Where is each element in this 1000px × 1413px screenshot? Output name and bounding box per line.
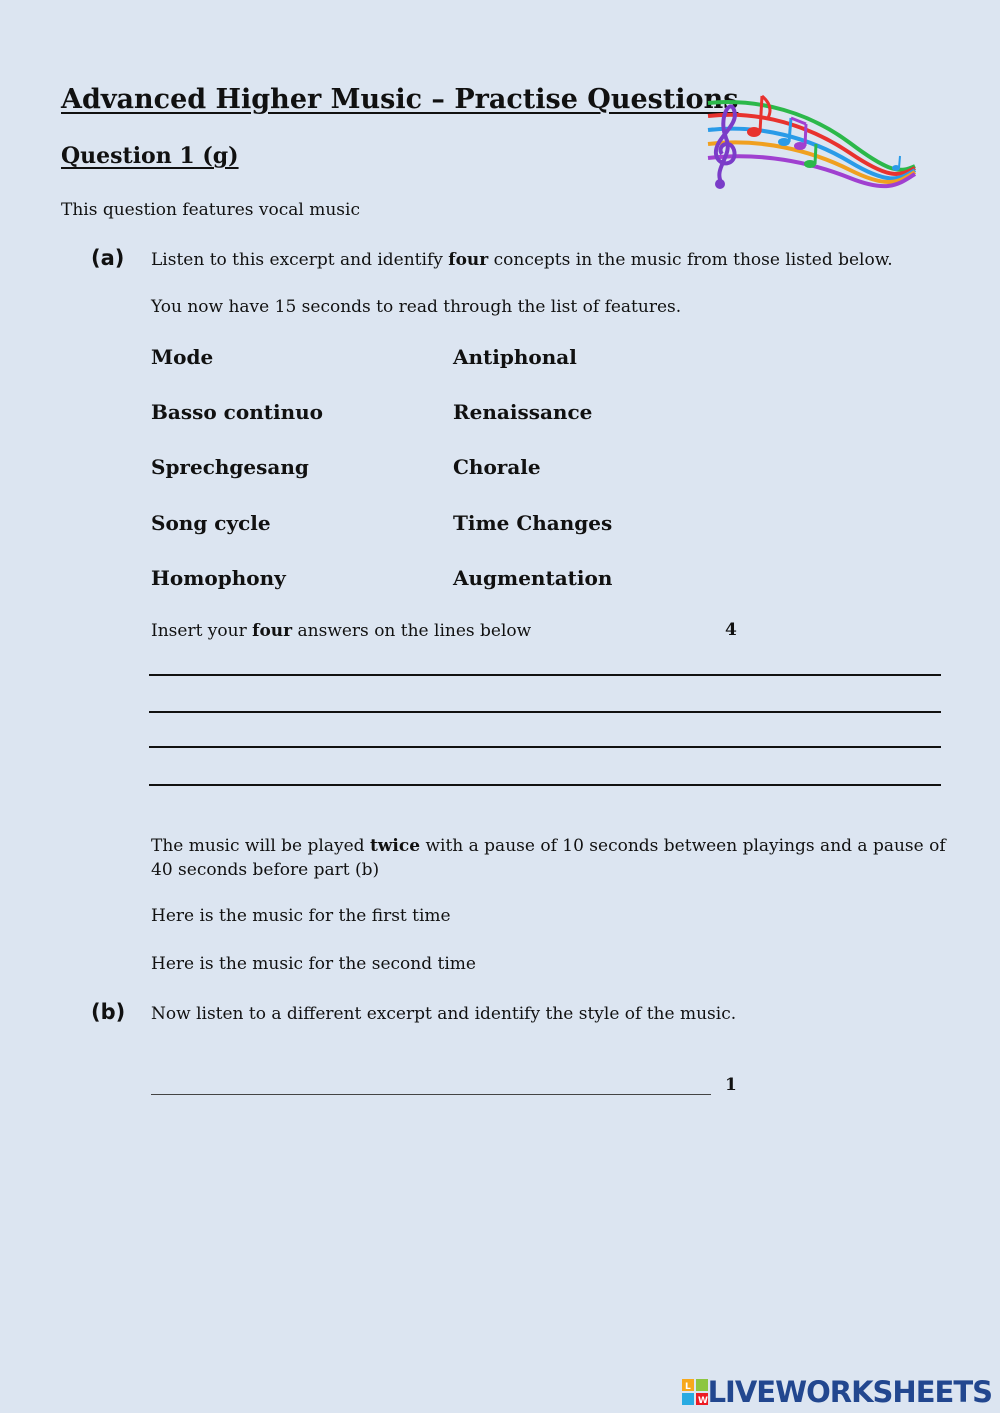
page-title: Advanced Higher Music – Practise Questions: [61, 84, 739, 115]
concept-item: Augmentation: [453, 566, 613, 590]
concept-item: Basso continuo: [151, 400, 324, 424]
concept-item: Chorale: [453, 455, 541, 479]
part-a-instruction: Listen to this excerpt and identify four concepts in the music from those listed below.: [151, 250, 893, 270]
concept-item: Homophony: [151, 566, 286, 590]
insert-instruction: Insert your four answers on the lines below: [151, 621, 532, 641]
liveworksheets-logo: [682, 1375, 992, 1409]
logo-letter: L: [684, 1382, 691, 1392]
liveworksheets-logo-icon: [682, 1379, 708, 1405]
first-time-text: Here is the music for the first time: [151, 906, 451, 926]
read-time-text: You now have 15 seconds to read through the list of features.: [151, 297, 682, 317]
logo-letter: W: [697, 1396, 708, 1405]
intro-text: This question features vocal music: [61, 200, 360, 220]
answer-line-1[interactable]: [149, 674, 941, 676]
answer-line-2[interactable]: [149, 711, 941, 713]
played-twice-text: The music will be played twice with a pause of 10 seconds between playings and a pause of 40 seconds before part (b): [151, 836, 946, 880]
part-b-answer-line[interactable]: [151, 1094, 711, 1095]
liveworksheets-brand: LIVEWORKSHEETS: [707, 1375, 992, 1409]
music-notes-staff-icon: [700, 88, 920, 193]
concept-item: Mode: [151, 345, 214, 369]
answer-line-4[interactable]: [149, 784, 941, 786]
part-b-marks: 1: [725, 1075, 737, 1095]
part-a-label: (a): [91, 246, 125, 270]
concept-item: Sprechgesang: [151, 455, 309, 479]
concept-item: Renaissance: [453, 400, 593, 424]
question-heading: Question 1 (g): [61, 143, 239, 169]
part-a-marks: 4: [725, 620, 737, 640]
concept-item: Time Changes: [453, 511, 613, 535]
concept-item: Song cycle: [151, 511, 271, 535]
second-time-text: Here is the music for the second time: [151, 954, 476, 974]
answer-line-3[interactable]: [149, 746, 941, 748]
part-b-instruction: Now listen to a different excerpt and identify the style of the music.: [151, 1004, 737, 1024]
concept-item: Antiphonal: [453, 345, 577, 369]
part-b-label: (b): [91, 1000, 126, 1024]
